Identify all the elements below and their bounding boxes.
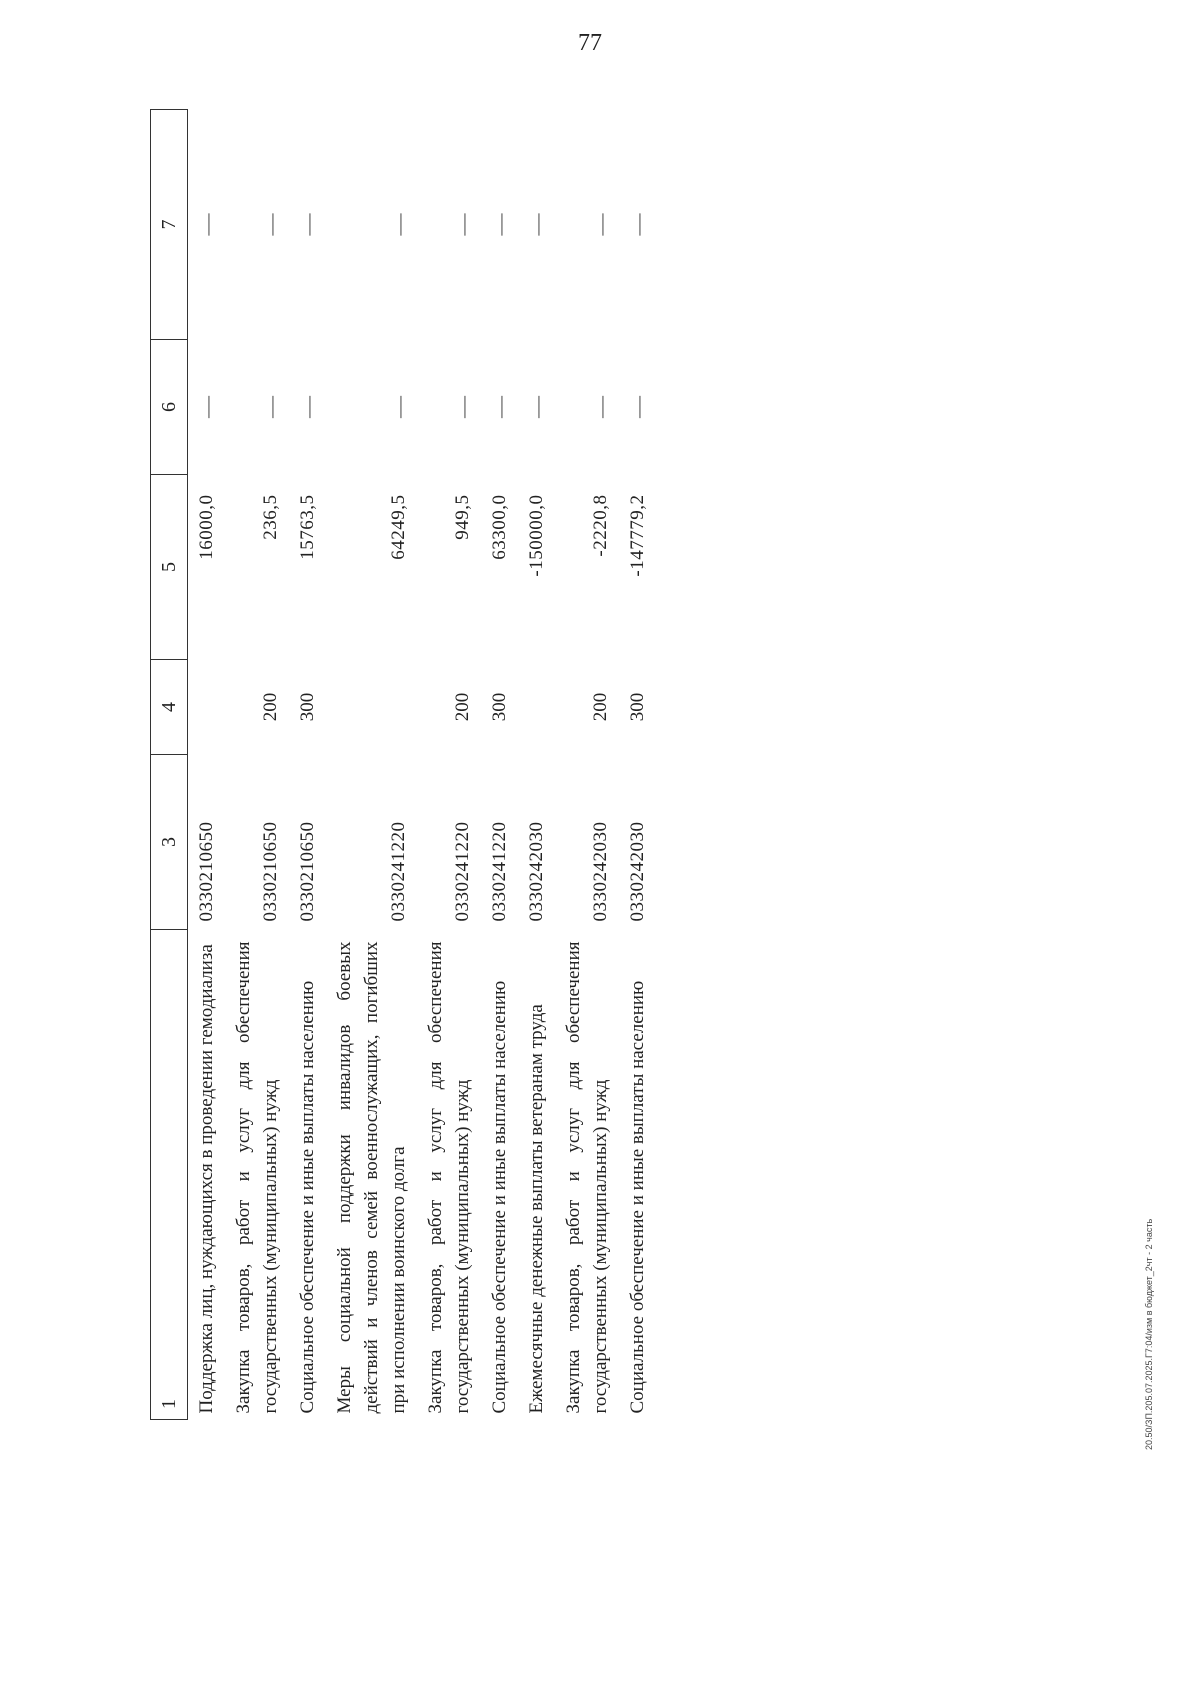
table-row [188,110,226,1420]
table-row [555,110,619,1420]
row-col6: — [625,396,650,418]
row-code: 0330242030 [590,821,611,922]
row-col6: — [524,396,549,418]
row-type: 200 [260,692,281,722]
row-amount: 236,5 [260,494,281,540]
header-col6: 6 [151,340,188,475]
table-row [289,110,326,1420]
row-col7: — [194,213,219,236]
row-name: Закупка товаров, работ и услуг для обеспечения государственных (муниципальных) нужд [425,941,473,1414]
budget-table [150,109,656,1420]
row-name: Меры социальной поддержки инвалидов боевых действий и членов семей военнослужащих, погибших при исполнении воинского долга [334,941,409,1414]
header-col5: 5 [151,475,188,660]
row-amount: 15763,5 [297,494,318,560]
row-name: Закупка товаров, работ и услуг для обеспечения государственных (муниципальных) нужд [233,941,281,1414]
row-col6: — [258,396,283,418]
row-code: 0330210650 [260,821,281,922]
row-type: 300 [489,692,510,722]
row-amount: 16000,0 [196,494,217,560]
row-name: Ежемесячные денежные выплаты ветеранам труда [526,1004,547,1414]
row-type [188,660,226,755]
row-code: 0330241220 [388,821,409,922]
row-col7: — [487,213,512,236]
table-row [619,110,656,1420]
row-name: Социальное обеспечение и иные выплаты населению [627,980,648,1414]
row-name: Закупка товаров, работ и услуг для обеспечения государственных (муниципальных) нужд [563,941,611,1414]
header-col3: 3 [151,755,188,930]
row-type [326,660,417,755]
row-amount: -150000,0 [526,494,547,577]
row-name: Социальное обеспечение и иные выплаты населению [297,980,318,1414]
row-col6: — [194,396,219,418]
row-col6: — [487,396,512,418]
row-type: 300 [297,692,318,722]
row-code: 0330242030 [627,821,648,922]
row-code: 0330241220 [489,821,510,922]
row-col7: — [625,213,650,236]
table-row [417,110,481,1420]
row-col7: — [295,213,320,236]
row-amount: 63300,0 [489,494,510,560]
row-name: Социальное обеспечение и иные выплаты населению [489,980,510,1414]
budget-table-rotated [150,110,1060,1420]
table-row [518,110,555,1420]
row-type: 200 [452,692,473,722]
footer-file-path: 20.50/ЗП.205.07.2025.Г7:04/изм в бюджет_2чт - 2 часть [1144,1218,1154,1450]
header-col7: 7 [151,110,188,340]
header-col4: 4 [151,660,188,755]
row-code: 0330242030 [526,821,547,922]
row-name: Поддержка лиц, нуждающихся в проведении гемодиализа [196,944,217,1414]
row-type [518,660,555,755]
row-type: 200 [590,692,611,722]
row-amount: 64249,5 [388,494,409,560]
row-amount: -2220,8 [590,494,611,557]
table-row [326,110,417,1420]
row-col7: — [450,213,475,236]
row-col7: — [386,213,411,236]
row-amount: -147779,2 [627,494,648,577]
row-code: 0330210650 [196,821,217,922]
row-col7: — [524,213,549,236]
table-header-row [151,110,188,1420]
row-amount: 949,5 [452,494,473,540]
table-row [225,110,289,1420]
row-code: 0330210650 [297,821,318,922]
page-number: 77 [578,30,602,56]
row-type: 300 [627,692,648,722]
table-body [188,110,657,1420]
row-col7: — [258,213,283,236]
row-col6: — [450,396,475,418]
row-col6: — [386,396,411,418]
table-row [481,110,518,1420]
row-col6: — [588,396,613,418]
row-code: 0330241220 [452,821,473,922]
row-col6: — [295,396,320,418]
row-col7: — [588,213,613,236]
header-col1: 1 [151,930,188,1420]
